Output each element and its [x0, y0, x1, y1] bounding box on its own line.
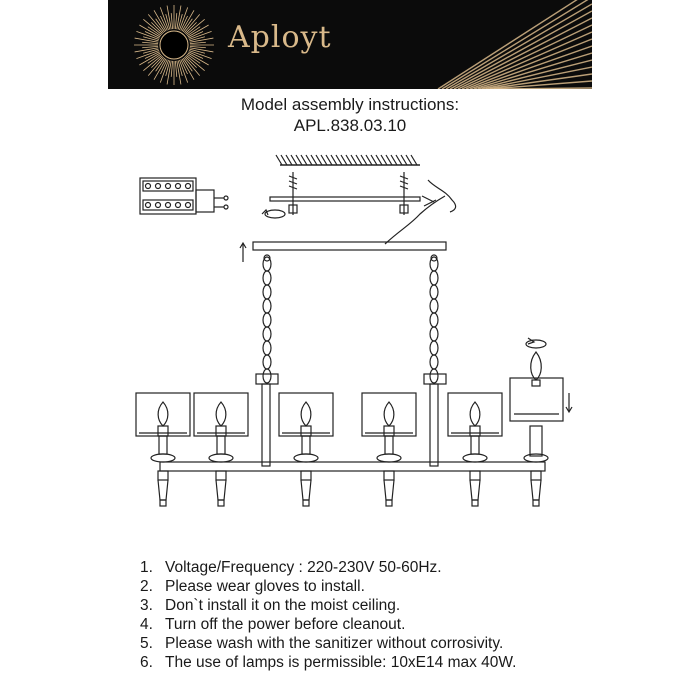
wiring-connector-icon — [385, 180, 456, 244]
terminal-block-icon — [140, 178, 228, 214]
screw-left-icon — [289, 172, 297, 215]
up-arrow-icon — [240, 243, 246, 262]
model-number: APL.838.03.10 — [293, 116, 407, 135]
post-left — [262, 384, 270, 466]
ceiling-hatch — [276, 155, 420, 165]
list-item: 3. Don`t install it on the moist ceiling. — [140, 597, 401, 614]
screw-right-icon — [400, 172, 408, 215]
list-item: 5. Please wash with the sanitizer without corrosivity. — [140, 635, 504, 652]
chain-right — [430, 255, 438, 383]
brand-name: Aployt — [228, 20, 332, 55]
title-line-1: Model assembly instructions: — [240, 95, 460, 114]
list-item: 6. The use of lamps is permissible: 10xE14 max 40W. — [140, 654, 517, 671]
instructions-list — [140, 558, 516, 672]
list-item: 4. Turn off the power before cleanout. — [140, 616, 406, 633]
chain-left — [263, 255, 271, 383]
bulb-install-icon — [510, 338, 572, 456]
rotate-arrow-icon — [262, 210, 285, 218]
list-item: 2. Please wear gloves to install. — [140, 578, 365, 595]
ceiling-canopy — [253, 242, 446, 250]
lamp-units — [136, 393, 548, 506]
post-right — [430, 384, 438, 466]
horizontal-arm — [160, 462, 545, 471]
list-item: 1. Voltage/Frequency : 220-230V 50-60Hz. — [140, 559, 442, 576]
